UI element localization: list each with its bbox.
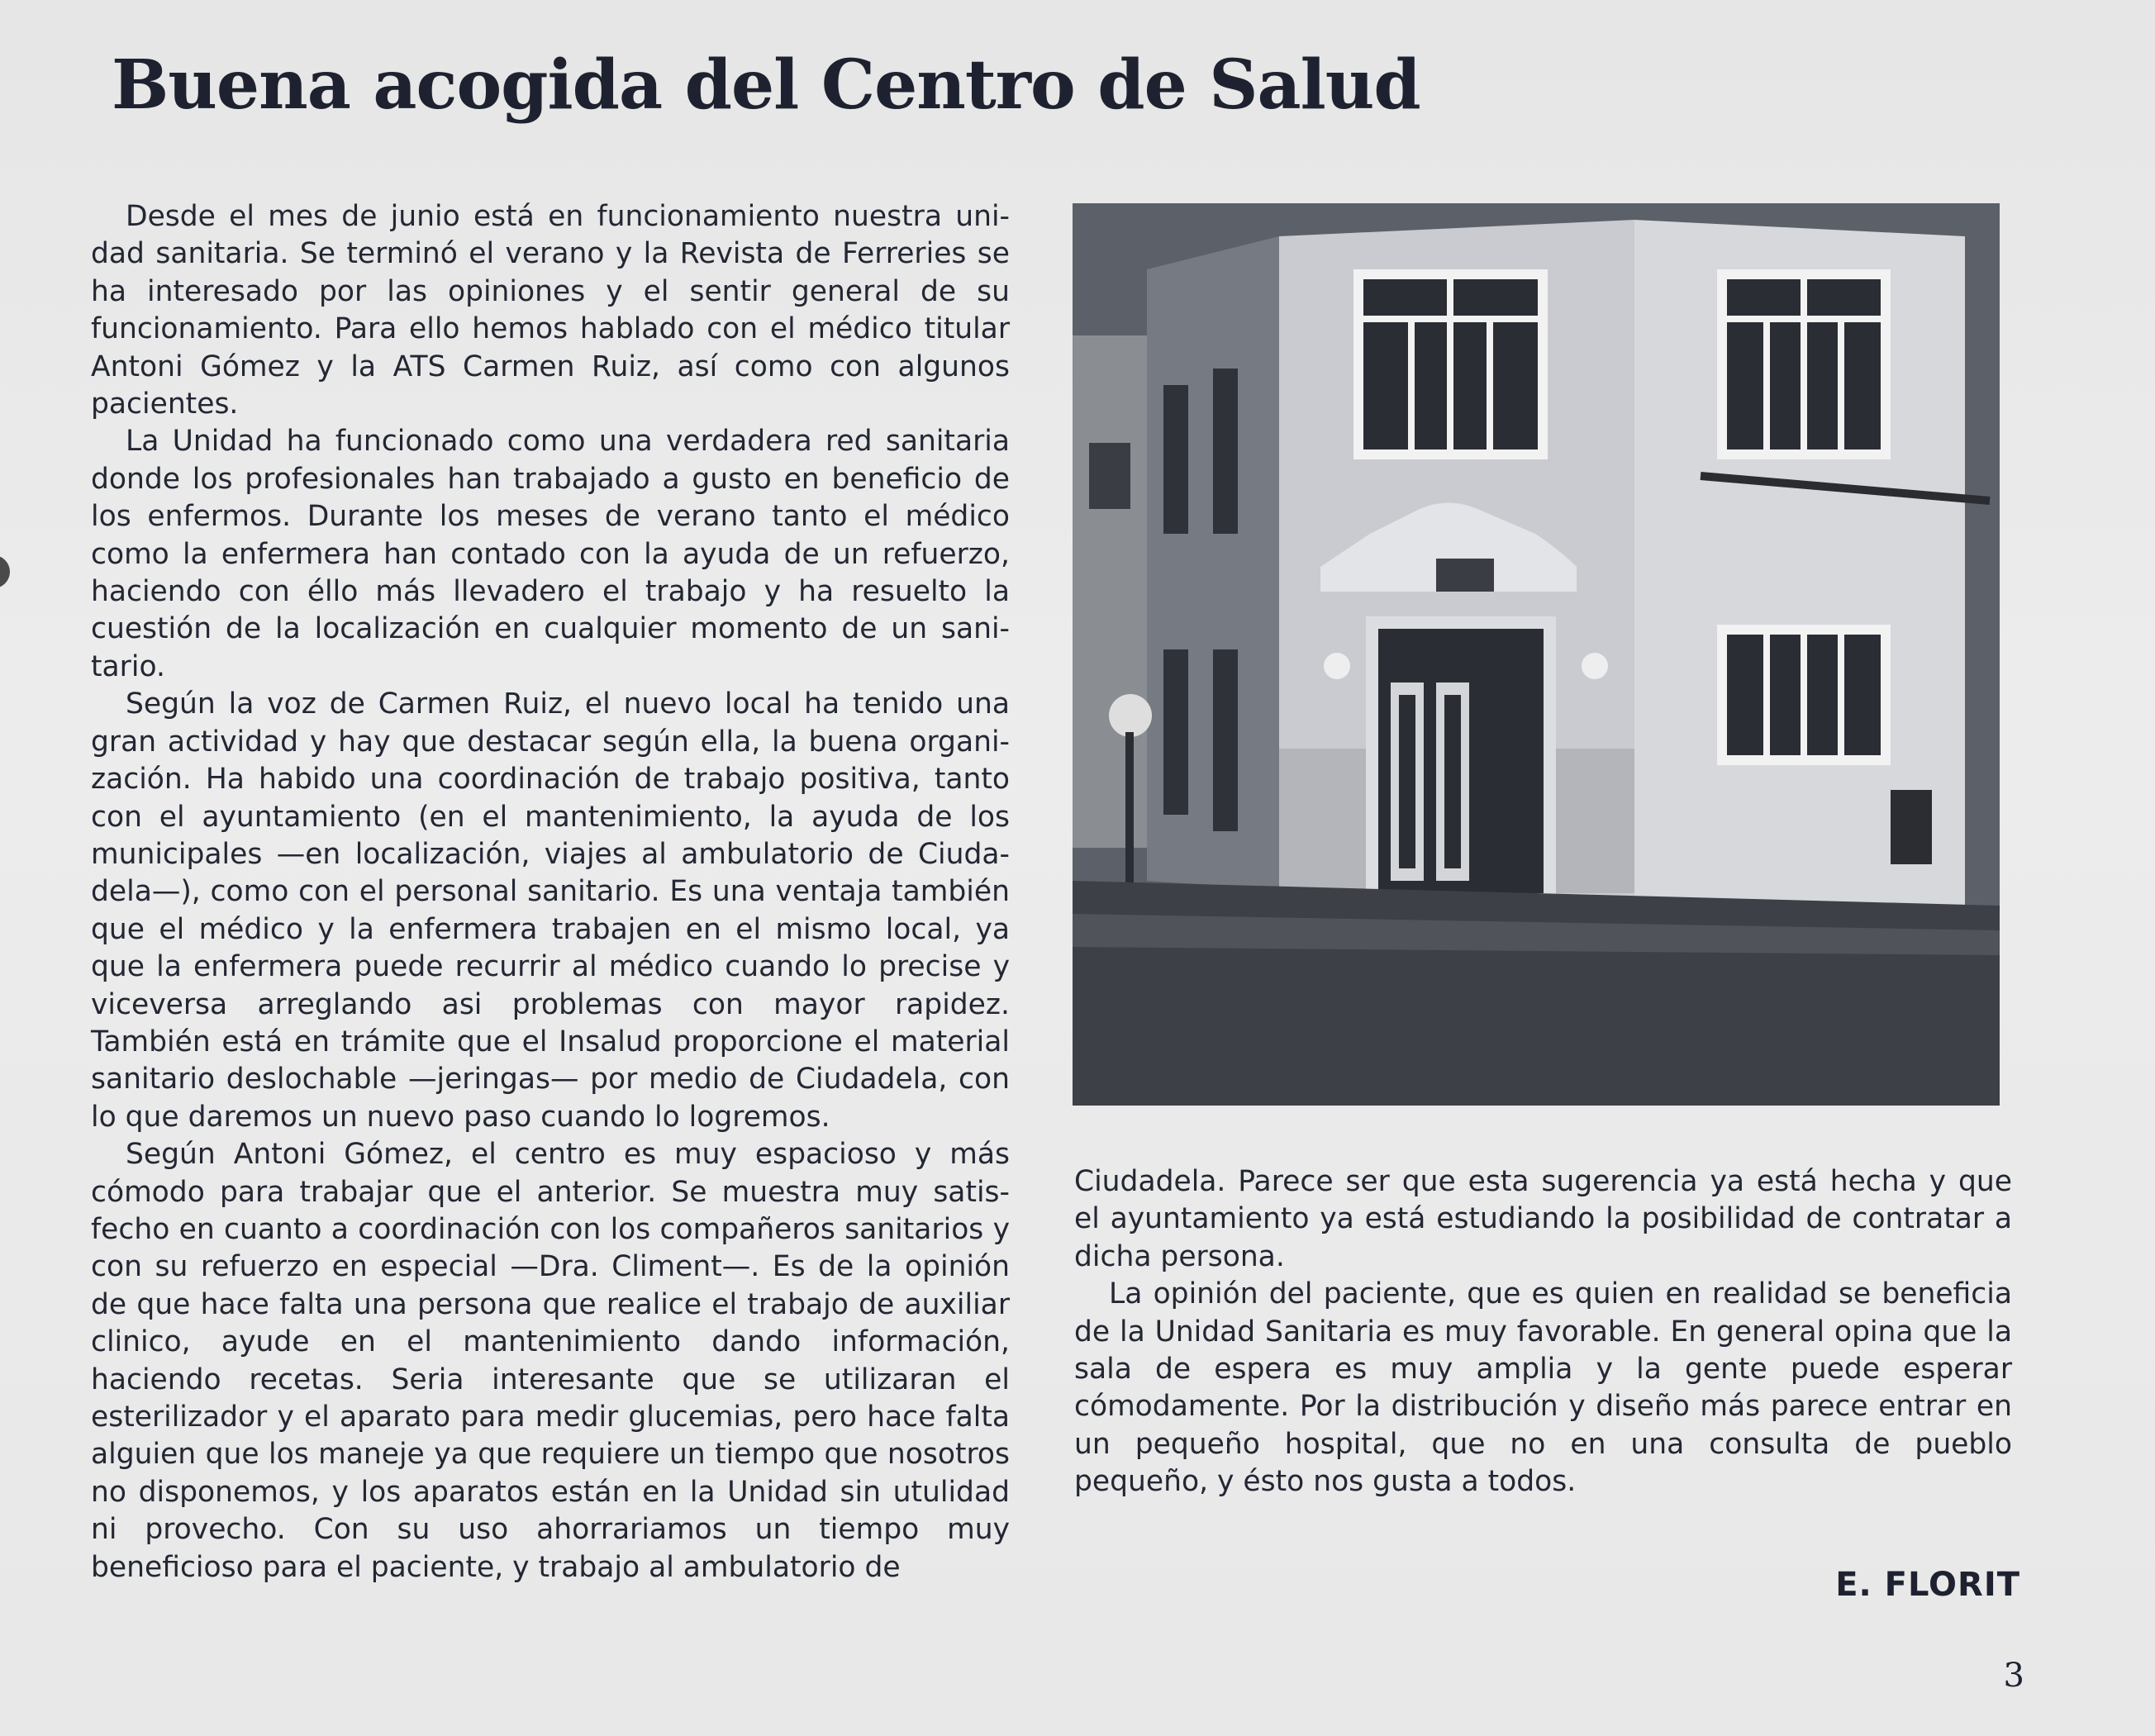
paragraph-4: Según Antoni Gómez, el centro es muy espacioso y más cómodo para trabajar que el anterior. Se muestra muy satisfecho en cuanto a coordinación con los compañeros sanitarios y con su refuerzo en especial —Dra. Climent—. Es de la opinión de que hace falta una persona que realice el trabajo de auxiliar clinico, ayude en el mantenimiento dando información, haciendo recetas. Seria interesante que se utilizaran el esterilizador y el aparato para medir glucemias, pero hace falta alguien que los maneje ya que requiere un tiempo que nosotros no disponemos, y los aparatos están en la Unidad sin utulidad ni provecho. Con su uso ahorrariamos un tiempo muy beneficioso para el paciente, y trabajo al ambulatorio de: [91, 1138, 1010, 1584]
article-left-column: [91, 198, 1010, 1586]
health-centre-photo: [1073, 203, 2000, 1106]
paragraph-3: Según la voz de Carmen Ruiz, el nuevo local ha tenido una gran actividad y hay que destacar según ella, la buena organización. Ha habido una coordinación de trabajo positiva, tanto con el ayuntamiento (en el mantenimiento, la ayuda de los municipales —en localización, viajes al ambulatorio de Ciudadela—), como con el personal sanitario. Es una ventaja también que el médico y la enfermera trabajen en el mismo local, ya que la enfermera puede recurrir al médico cuando lo precise y viceversa arreglando asi problemas con mayor rapidez. También está en trámite que el Insalud proporcione el material sanitario deslochable —jeringas— por medio de Ciudadela, con lo que daremos un nuevo paso cuando lo logremos.: [91, 687, 1010, 1134]
paragraph-1: Desde el mes de junio está en funcionamiento nuestra unidad sanitaria. Se terminó el verano y la Revista de Ferreries se ha interesado por las opiniones y el sentir general de su funcionamiento. Para ello hemos hablado con el médico titular Antoni Gómez y la ATS Carmen Ruiz, así como con algunos pacientes.: [91, 200, 1010, 421]
author-signature: E. FLORIT: [1835, 1566, 2020, 1604]
article-title: Buena acogida del Centro de Salud: [112, 45, 1420, 125]
binder-hole: [0, 555, 10, 588]
building-illustration: [1073, 203, 2000, 1106]
paragraph-2: La Unidad ha funcionado como una verdadera red sanitaria donde los profesionales han trabajado a gusto en beneficio de los enfermos. Durante los meses de verano tanto el médico como la enfermera han contado con la ayuda de un refuerzo, haciendo con éllo más llevadero el trabajo y ha resuelto la cuestión de la localización en cualquier momento de un sanitario.: [91, 425, 1010, 683]
paragraph-5: Ciudadela. Parece ser que esta sugerencia ya está hecha y que el ayuntamiento ya está estudiando la posibilidad de contratar a dicha persona.: [1074, 1165, 2012, 1273]
paragraph-6: La opinión del paciente, que es quien en realidad se beneficia de la Unidad Sanitaria es muy favorable. En general opina que la sala de espera es muy amplia y la gente puede esperar cómodamente. Por la distribución y diseño más parece entrar en un pequeño hospital, que no en una consulta de pueblo pequeño, y ésto nos gusta a todos.: [1074, 1277, 2012, 1499]
page-number: 3: [2003, 1657, 2024, 1695]
article-right-column: [1074, 1163, 2012, 1501]
